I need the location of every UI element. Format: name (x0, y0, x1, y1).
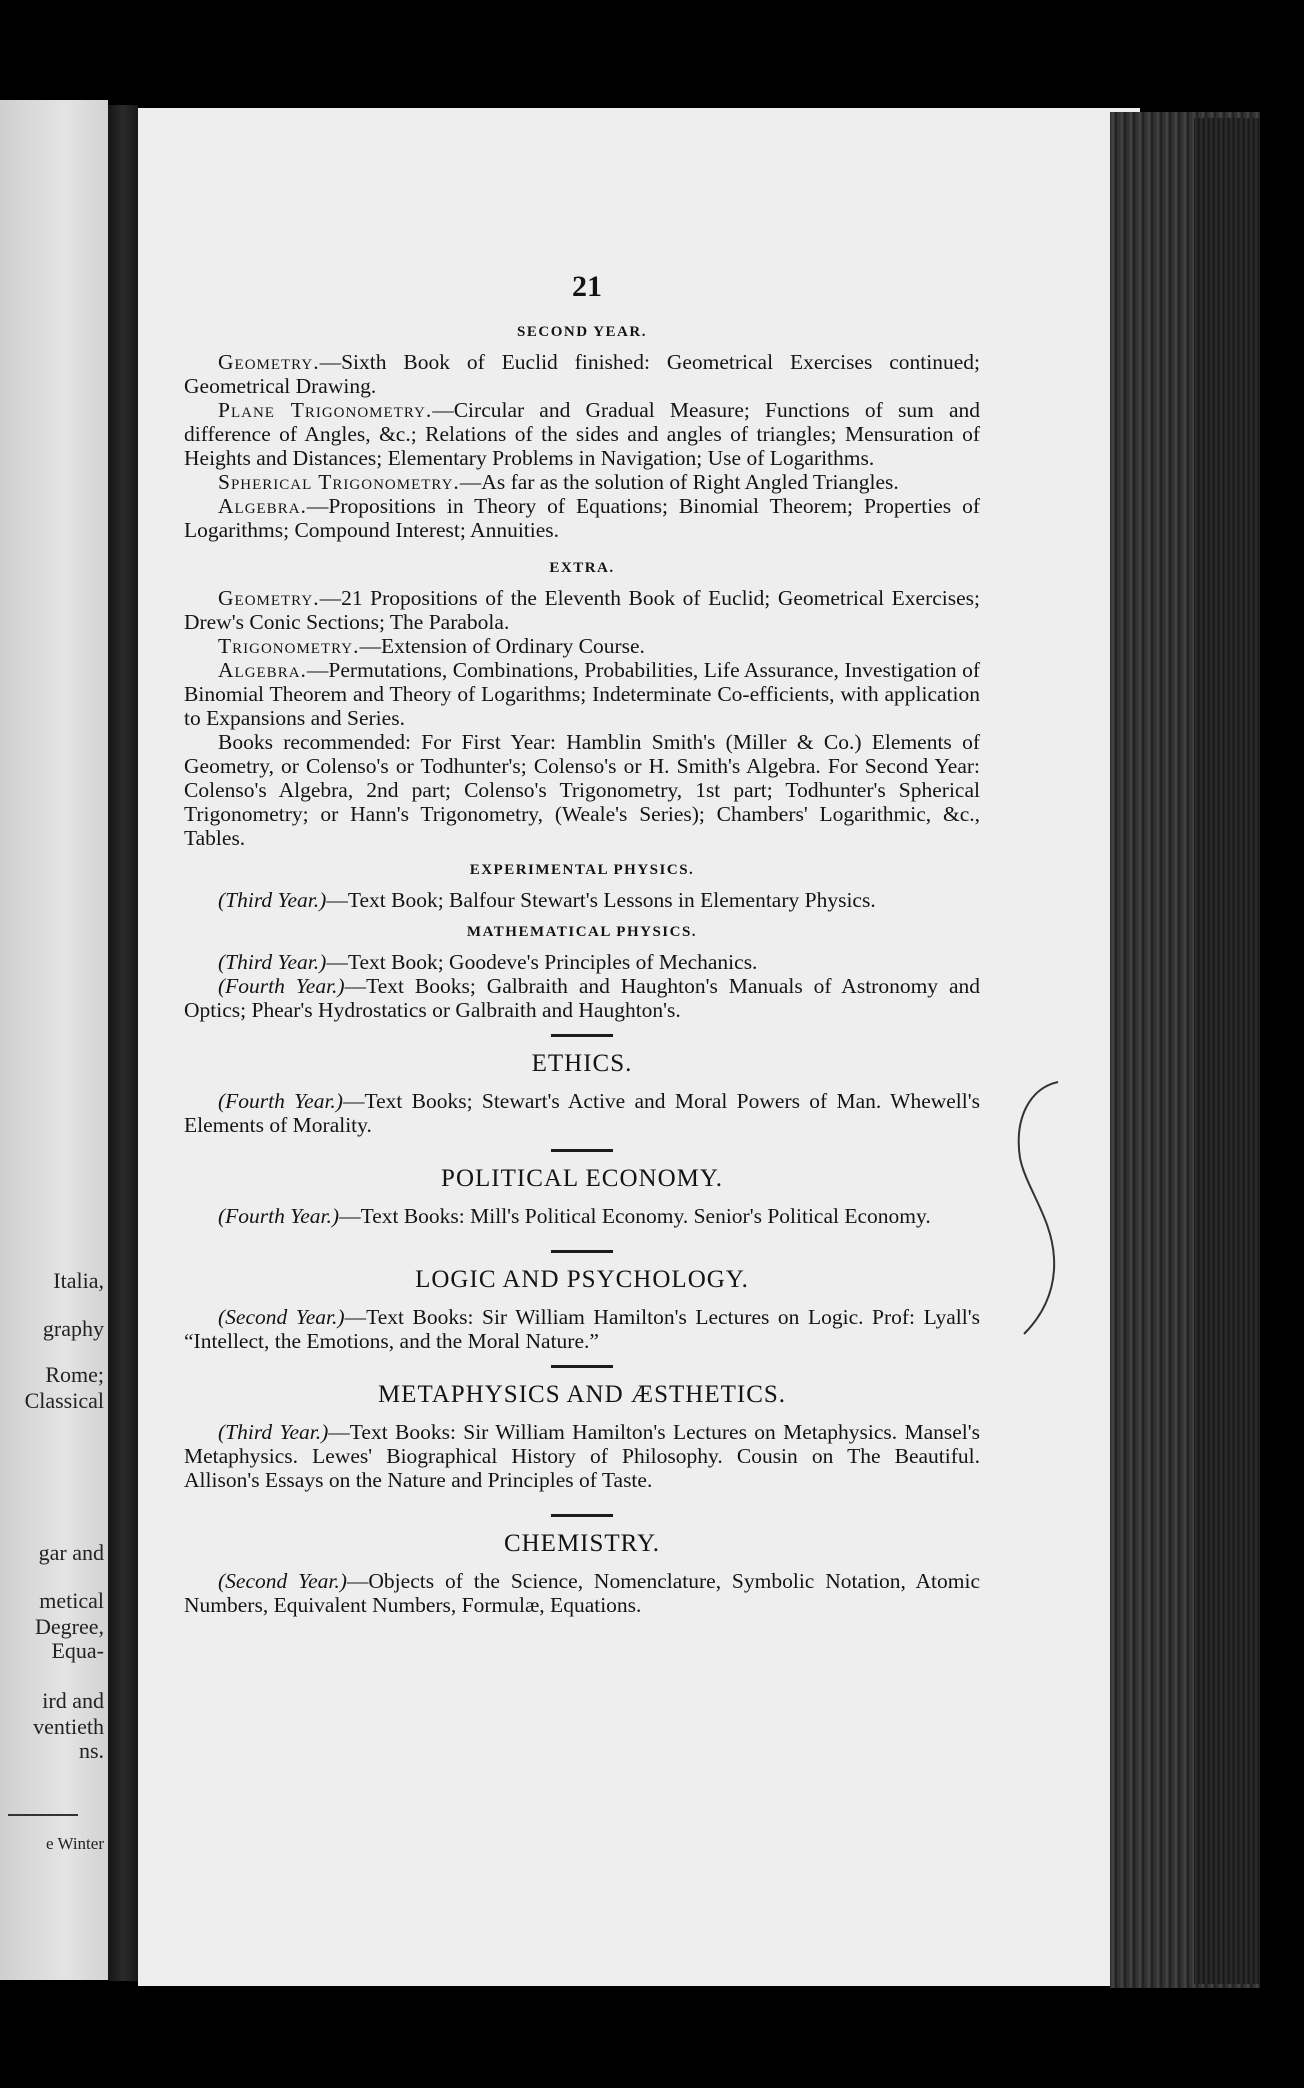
left-fragment: Rome; (45, 1362, 104, 1387)
left-fragment: Equa- (51, 1638, 104, 1663)
paragraph (184, 658, 980, 730)
topic-label: Geometry. (218, 586, 320, 610)
left-fragment: Degree, (34, 1614, 104, 1639)
paragraph-text: —As far as the solution of Right Angled Triangles. (459, 470, 899, 494)
section-divider (551, 1149, 613, 1152)
topic-label: Trigonometry. (218, 634, 360, 658)
left-page-fragment (0, 100, 108, 1980)
year-label: (Fourth Year.) (218, 1204, 340, 1228)
paragraph (184, 974, 980, 1022)
topic-label: Algebra. (218, 658, 307, 682)
paragraph (184, 398, 980, 470)
year-label: (Fourth Year.) (218, 1089, 343, 1113)
left-fragment: ns. (78, 1738, 104, 1763)
handwritten-bracket (1010, 1078, 1070, 1338)
paragraph-text: —Text Book; Goodeve's Principles of Mechanics. (326, 950, 758, 974)
paragraph-text: —Circular and Gradual Measure; Functions of sum and difference of Angles, &c.; Relations of the sides and angles of triangles; Mensuration of Heights and Distances; Elementary Problems in Navigation; Use of Logarithms. (184, 398, 980, 470)
section-subheading: EXPERIMENTAL PHYSICS. (469, 862, 695, 878)
paragraph (184, 950, 980, 974)
left-fragment: Italia, (53, 1268, 104, 1293)
year-label: (Third Year.) (218, 950, 327, 974)
left-fragment: ird and (42, 1688, 104, 1713)
paragraph-text: —Text Books: Sir William Hamilton's Lectures on Logic. Prof: Lyall's “Intellect, the Emotions, and the Moral Nature.” (184, 1305, 980, 1353)
paragraph-text: —Text Books; Galbraith and Haughton's Manuals of Astronomy and Optics; Phear's Hydrostatics or Galbraith and Haughton's. (184, 974, 980, 1022)
section-heading: ETHICS. (531, 1050, 633, 1077)
paragraph-text: —Permutations, Combinations, Probabilities, Life Assurance, Investigation of Binomial Theorem and Theory of Logarithms; Indeterminate Co-efficients, with application to Expansions and Series. (184, 658, 980, 730)
topic-label: Geometry. (218, 350, 320, 374)
paragraph (184, 1305, 980, 1353)
year-label: (Third Year.) (218, 888, 327, 912)
book-spine (108, 105, 138, 1981)
paragraph (184, 1204, 980, 1228)
paragraph-text: —Objects of the Science, Nomenclature, Symbolic Notation, Atomic Numbers, Equivalent Numbers, Formulæ, Equations. (184, 1569, 980, 1617)
section-heading: METAPHYSICS AND ÆSTHETICS. (377, 1381, 787, 1408)
paragraph-text: —Sixth Book of Euclid finished: Geometrical Exercises continued; Geometrical Drawing. (184, 350, 980, 398)
year-label: (Fourth Year.) (218, 974, 345, 998)
paragraph (184, 586, 980, 634)
section-divider (551, 1365, 613, 1368)
left-rule (8, 1814, 78, 1816)
paragraph-text: —Text Books: Sir William Hamilton's Lectures on Metaphysics. Mansel's Metaphysics. Lewes' Biographical History of Philosophy. Cousin on The Beautiful. Allison's Essays on the Nature and Principles of Taste. (184, 1420, 980, 1492)
section-subheading: EXTRA. (549, 560, 615, 576)
topic-label: Spherical Trigonometry. (218, 470, 460, 494)
paragraph-text: —Text Books: Mill's Political Economy. Senior's Political Economy. (339, 1204, 931, 1228)
section-heading: CHEMISTRY. (503, 1530, 661, 1557)
section-subheading: MATHEMATICAL PHYSICS. (466, 924, 698, 940)
section-divider (551, 1034, 613, 1037)
paragraph (184, 1420, 980, 1492)
paragraph-text: —Text Books; Stewart's Active and Moral Powers of Man. Whewell's Elements of Morality. (184, 1089, 980, 1137)
paragraph-text: —Propositions in Theory of Equations; Binomial Theorem; Properties of Logarithms; Compound Interest; Annuities. (184, 494, 980, 542)
year-label: (Third Year.) (218, 1420, 329, 1444)
paragraph (184, 1569, 980, 1617)
left-fragment: metical (39, 1588, 104, 1613)
paragraph-text: —21 Propositions of the Eleventh Book of Euclid; Geometrical Exercises; Drew's Conic Sections; The Parabola. (184, 586, 980, 634)
page-edges-dark (1194, 118, 1260, 1984)
year-label: (Second Year.) (218, 1569, 347, 1593)
left-fragment: ventieth (33, 1714, 104, 1739)
section-heading: LOGIC AND PSYCHOLOGY. (415, 1266, 749, 1293)
topic-label: Plane Trigonometry. (218, 398, 433, 422)
paragraph (184, 470, 980, 494)
topic-label: Algebra. (218, 494, 307, 518)
paragraph (184, 634, 980, 658)
left-fragment: graphy (42, 1316, 104, 1341)
paragraph (184, 1089, 980, 1137)
paragraph-text: —Extension of Ordinary Course. (359, 634, 645, 658)
left-fragment: Classical (24, 1388, 104, 1413)
section-divider (551, 1250, 613, 1253)
year-label: (Second Year.) (218, 1305, 345, 1329)
left-fragment: e Winter (45, 1834, 104, 1853)
section-divider (551, 1514, 613, 1517)
paragraph (184, 494, 980, 542)
page-content (184, 270, 980, 1617)
paragraph-text: —Text Book; Balfour Stewart's Lessons in Elementary Physics. (326, 888, 876, 912)
left-fragment: gar and (38, 1540, 104, 1565)
section-subheading: SECOND YEAR. (517, 324, 647, 340)
paragraph (184, 350, 980, 398)
paragraph (184, 888, 980, 912)
books-recommended: Books recommended: For First Year: Hamblin Smith's (Miller & Co.) Elements of Geometry, or Colenso's or Todhunter's; Colenso's or H. Smith's Algebra. For Second Year: Colenso's Algebra, 2nd part; Colenso's Trigonometry, 1st part; Todhunter's Spherical Trigonometry; or Hann's Trigonometry, (Weale's Series); Chambers' Logarithmic, &c., Tables. (184, 730, 980, 850)
section-heading: POLITICAL ECONOMY. (441, 1165, 723, 1192)
page-number: 21 (572, 270, 602, 303)
